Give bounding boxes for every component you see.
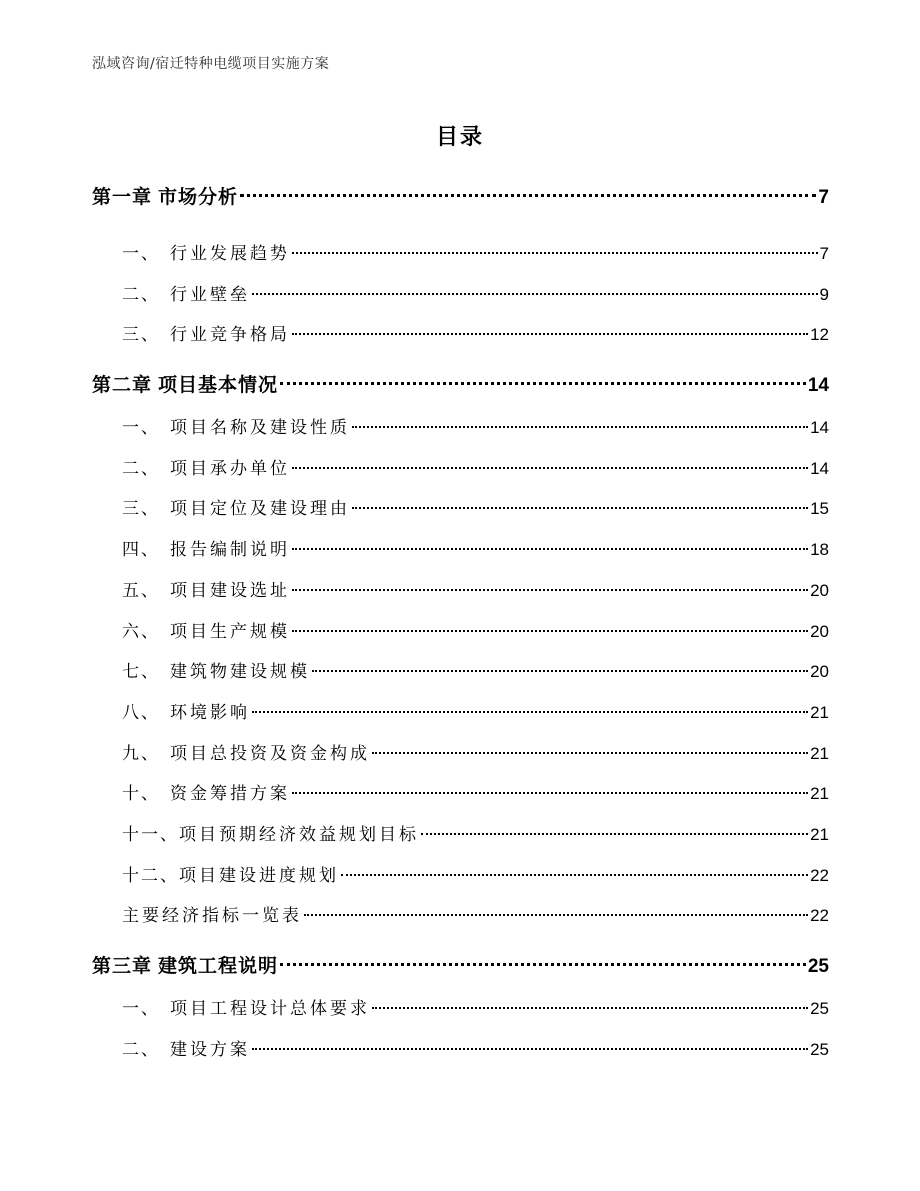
toc-entry-label: 行业发展趋势 <box>170 244 290 264</box>
toc-entry-label: 市场分析 <box>158 186 239 208</box>
toc-entry-number: 第一章 <box>92 186 153 208</box>
dot-leader <box>292 548 808 550</box>
toc-entry-number: 第二章 <box>92 374 153 397</box>
toc-entry-label: 资金筹措方案 <box>170 784 290 805</box>
toc-entry-page-number: 25 <box>807 956 829 977</box>
dot-leader <box>280 382 806 385</box>
toc-entry-number: 第三章 <box>92 955 153 977</box>
toc-entry-number: 一、 <box>122 244 160 264</box>
toc-chapter-entry[interactable] <box>92 174 829 220</box>
toc-entry-page-number: 21 <box>810 824 829 844</box>
toc-entry-label: 项目预期经济效益规划目标 <box>179 824 419 845</box>
toc-entry-label: 主要经济指标一览表 <box>122 906 302 927</box>
toc-entry-number: 二、 <box>122 284 160 305</box>
toc-section-entry[interactable] <box>92 1030 829 1071</box>
dot-leader <box>312 670 808 672</box>
table-of-contents <box>92 174 829 1070</box>
toc-chapter-entry[interactable] <box>92 943 829 989</box>
toc-entry-page-number: 14 <box>810 418 829 438</box>
toc-entry-page-number: 9 <box>819 284 829 304</box>
toc-section-entry[interactable] <box>92 571 829 612</box>
dot-leader <box>292 589 808 591</box>
dot-leader <box>372 1007 808 1009</box>
toc-section-entry[interactable] <box>92 989 829 1030</box>
toc-entry-page-number: 12 <box>810 325 829 345</box>
toc-section-entry[interactable] <box>92 408 829 449</box>
toc-entry-page-number: 21 <box>810 784 829 804</box>
toc-section-entry[interactable] <box>92 734 829 775</box>
dot-leader <box>421 833 808 835</box>
toc-entry-number: 十二、 <box>122 865 179 886</box>
toc-entry-page-number: 14 <box>807 375 829 397</box>
toc-section-entry[interactable] <box>92 815 829 856</box>
toc-entry-number: 九、 <box>122 743 160 764</box>
dot-leader <box>252 293 818 295</box>
dot-leader <box>292 333 808 335</box>
toc-entry-page-number: 7 <box>818 187 829 208</box>
toc-entry-label: 报告编制说明 <box>170 540 290 561</box>
toc-section-entry[interactable] <box>92 612 829 653</box>
toc-section-entry[interactable] <box>92 856 829 897</box>
toc-entry-page-number: 20 <box>810 662 829 682</box>
dot-leader <box>292 467 808 469</box>
toc-entry-page-number: 15 <box>810 499 829 519</box>
toc-entry-number: 十一、 <box>122 824 179 845</box>
toc-section-entry[interactable] <box>92 896 829 937</box>
dot-leader <box>292 252 818 254</box>
toc-section-entry[interactable] <box>92 489 829 530</box>
toc-section-entry[interactable] <box>92 275 829 316</box>
toc-section-entry[interactable] <box>92 315 829 356</box>
dot-leader <box>304 914 808 916</box>
toc-entry-label: 项目生产规模 <box>170 621 290 642</box>
toc-entry-page-number: 14 <box>810 458 829 478</box>
dot-leader <box>280 963 806 966</box>
toc-entry-number: 五、 <box>122 580 160 601</box>
toc-entry-page-number: 25 <box>810 999 829 1018</box>
toc-entry-label: 项目建设选址 <box>170 580 290 601</box>
dot-leader <box>341 874 808 876</box>
toc-entry-label: 项目工程设计总体要求 <box>170 999 370 1019</box>
toc-entry-number: 八、 <box>122 702 160 723</box>
toc-entry-number: 七、 <box>122 662 160 683</box>
toc-section-entry[interactable] <box>92 652 829 693</box>
toc-entry-number: 四、 <box>122 540 160 561</box>
dot-leader <box>372 752 808 754</box>
toc-entry-number: 二、 <box>122 1039 160 1060</box>
toc-entry-label: 项目承办单位 <box>170 458 290 479</box>
toc-entry-label: 建设方案 <box>170 1039 250 1060</box>
toc-entry-label: 建筑工程说明 <box>158 955 279 977</box>
toc-entry-page-number: 21 <box>810 702 829 722</box>
dot-leader <box>352 507 808 509</box>
toc-entry-page-number: 20 <box>810 621 829 641</box>
page-header: 泓域咨询/宿迁特种电缆项目实施方案 <box>92 56 330 72</box>
toc-entry-label: 环境影响 <box>170 702 250 723</box>
toc-entry-label: 项目基本情况 <box>158 374 279 397</box>
toc-section-entry[interactable] <box>92 693 829 734</box>
toc-entry-label: 行业竞争格局 <box>170 325 290 346</box>
toc-entry-number: 十、 <box>122 784 160 805</box>
toc-entry-number: 二、 <box>122 458 160 479</box>
toc-entry-page-number: 22 <box>810 865 829 885</box>
toc-entry-label: 项目建设进度规划 <box>179 865 339 886</box>
toc-entry-label: 项目定位及建设理由 <box>170 499 350 520</box>
toc-entry-label: 项目总投资及资金构成 <box>170 743 370 764</box>
toc-section-entry[interactable] <box>92 530 829 571</box>
toc-entry-page-number: 25 <box>810 1039 829 1059</box>
toc-section-entry[interactable] <box>92 234 829 275</box>
dot-leader <box>292 792 808 794</box>
toc-entry-number: 三、 <box>122 499 160 520</box>
toc-entry-page-number: 7 <box>819 244 829 263</box>
toc-entry-number: 一、 <box>122 999 160 1019</box>
toc-entry-page-number: 21 <box>810 743 829 763</box>
toc-entry-page-number: 20 <box>810 580 829 600</box>
toc-entry-number: 一、 <box>122 418 160 439</box>
toc-entry-label: 项目名称及建设性质 <box>170 418 350 439</box>
dot-leader <box>352 426 808 428</box>
toc-section-entry[interactable] <box>92 774 829 815</box>
toc-section-entry[interactable] <box>92 449 829 490</box>
dot-leader <box>252 711 808 713</box>
toc-entry-number: 六、 <box>122 621 160 642</box>
dot-leader <box>292 630 808 632</box>
dot-leader <box>252 1048 808 1050</box>
toc-entry-number: 三、 <box>122 325 160 346</box>
toc-entry-page-number: 18 <box>810 540 829 560</box>
toc-entry-label: 建筑物建设规模 <box>170 662 310 683</box>
toc-title: 目录 <box>435 125 484 150</box>
toc-entry-page-number: 22 <box>810 906 829 926</box>
toc-chapter-entry[interactable] <box>92 362 829 408</box>
toc-entry-label: 行业壁垒 <box>170 284 250 305</box>
dot-leader <box>240 194 816 197</box>
